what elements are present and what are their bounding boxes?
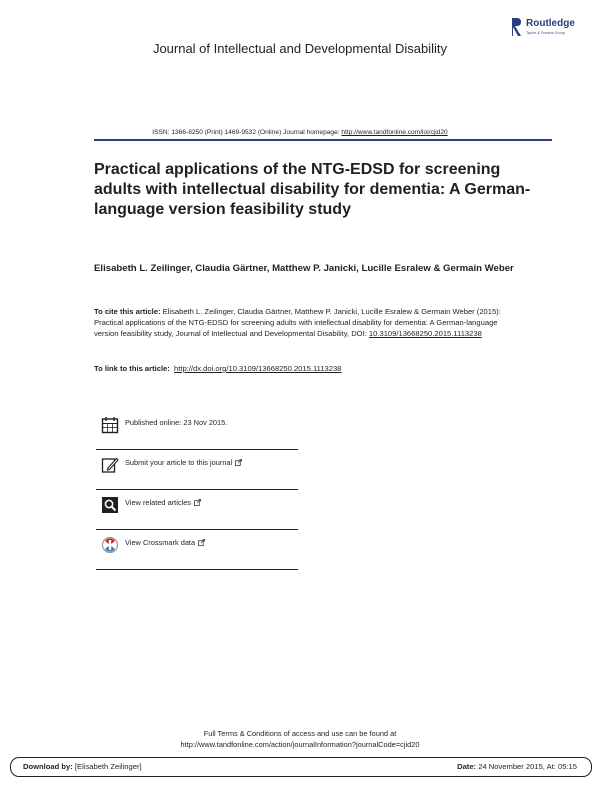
routledge-logo-icon <box>511 17 522 37</box>
downloaded-by-label: Download by: <box>23 762 73 771</box>
crossmark-label: View Crossmark data <box>125 538 196 547</box>
header-rule <box>94 139 552 141</box>
publisher-name: Routledge <box>526 18 575 29</box>
journal-homepage-link[interactable]: http://www.tandfonline.com/loi/cjid20 <box>341 129 448 136</box>
published-row <box>96 410 298 450</box>
related-articles-label: View related articles <box>125 498 191 507</box>
citation <box>94 306 524 339</box>
download-date-label: Date: <box>457 762 477 771</box>
citation-doi-link[interactable]: 10.3109/13668250.2015.1113238 <box>368 329 482 338</box>
terms-footer <box>0 728 600 750</box>
article-link <box>94 364 341 373</box>
related-articles-link[interactable] <box>125 498 201 507</box>
external-link-icon <box>198 539 205 546</box>
external-link-icon <box>194 499 201 506</box>
download-date-value: 24 November 2015, At: 05:15 <box>476 762 577 771</box>
external-link-icon <box>235 459 242 466</box>
article-title: Practical applications of the NTG-EDSD for screening adults with intellectual disability for dementia: A German-language version feasibility study <box>94 161 531 218</box>
crossmark-row[interactable] <box>96 530 298 570</box>
issn-line <box>0 129 600 136</box>
issn-text: ISSN: 1366-8250 (Print) 1469-9532 (Online) Journal homepage: <box>152 129 342 136</box>
download-date <box>457 762 577 771</box>
publisher-tagline: Taylor & Francis Group <box>526 31 565 35</box>
crossmark-link[interactable] <box>125 538 205 547</box>
edit-pencil-icon <box>101 456 119 474</box>
submit-article-label: Submit your article to this journal <box>125 458 233 467</box>
article-doi-link[interactable]: http://dx.doi.org/10.3109/13668250.2015.1113238 <box>174 364 342 373</box>
journal-title: Journal of Intellectual and Developmental Disability <box>152 41 448 56</box>
related-row[interactable] <box>96 490 298 530</box>
submit-row[interactable] <box>96 450 298 490</box>
submit-article-link[interactable] <box>125 458 242 467</box>
terms-url[interactable]: http://www.tandfonline.com/action/journalInformation?journalCode=cjid20 <box>180 740 420 749</box>
article-authors: Elisabeth L. Zeilinger, Claudia Gärtner, Matthew P. Janicki, Lucille Esralew & Germain Weber <box>94 263 514 274</box>
citation-text: Elisabeth L. Zeilinger, Claudia Gärtner, Matthew P. Janicki, Lucille Esralew & Germain Weber (2015): Practical applications of the NTG-EDSD for screening adults with intellectual disability for dementia: A German-language version feasibility study, Journal of Intellectual and Developmental Disability, DOI: <box>94 307 501 338</box>
downloaded-by <box>23 762 142 771</box>
calendar-icon <box>101 416 119 434</box>
published-date: Published online: 23 Nov 2015. <box>125 418 228 427</box>
link-label: To link to this article: <box>94 364 170 373</box>
download-bar <box>10 757 592 777</box>
related-articles-icon <box>101 496 119 514</box>
crossmark-icon <box>101 536 119 554</box>
publisher-logo <box>511 17 593 39</box>
terms-text: Full Terms & Conditions of access and use can be found at <box>203 729 397 738</box>
downloaded-by-value: [Elisabeth Zeilinger] <box>72 762 142 771</box>
citation-label: To cite this article: <box>94 307 161 316</box>
